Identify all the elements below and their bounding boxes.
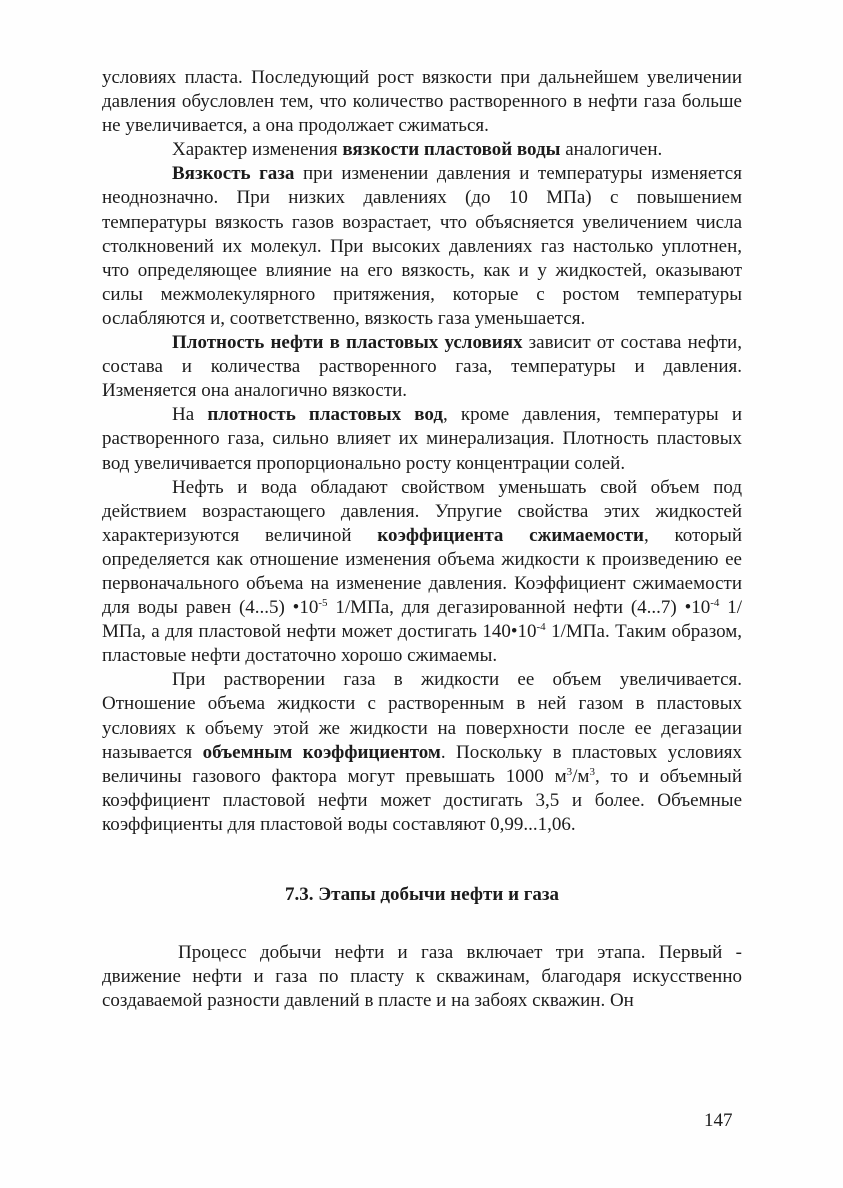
- paragraph-viscosity-continuation: [102, 66, 742, 138]
- paragraph-text: , который определяется как отношение изменения объема жидкости к произведению ее первоначального объема на изменение давления. Коэффициент сжимаемости для воды равен (4...5) •10: [102, 524, 742, 619]
- exponent: -4: [710, 597, 720, 610]
- paragraph-text: условиях пласта. Последующий рост вязкости при дальнейшем увеличении давления обусловлен тем, что количество растворенного в нефти газа больше не увеличивается, а она продолжает сжиматься.: [102, 67, 742, 137]
- paragraph-oil-density: [102, 331, 742, 403]
- paragraph-text: /м: [572, 765, 590, 787]
- bold-term: коэффициента сжимаемости: [377, 524, 644, 546]
- paragraph-production-stages: [102, 941, 742, 1013]
- paragraph-volume-factor: [102, 668, 742, 837]
- paragraph-text: , то и объемный коэффициент пластовой нефти может достигать 3,5 и более. Объемные коэффициенты для пластовой воды составляют 0,99...1,06.: [102, 765, 742, 835]
- paragraph-text: Характер изменения: [172, 139, 343, 161]
- section-heading: 7.3. Этапы добычи нефти и газа: [284, 884, 560, 905]
- page-number: 147: [704, 1110, 733, 1131]
- exponent: 3: [589, 765, 595, 778]
- page-body: [102, 66, 742, 1013]
- paragraph-text: 1/МПа. Таким образом, пластовые нефти достаточно хорошо сжимаемы.: [102, 621, 742, 667]
- paragraph-text: На: [172, 404, 208, 426]
- bold-term: объемным коэффициентом: [202, 741, 441, 763]
- paragraph-text: Процесс добычи нефти и газа включает три этапа. Первый - движение нефти и газа по пласту к скважинам, благодаря искусственно создаваемой разности давлений в пласте и на забоях скважин. Он: [102, 942, 742, 1012]
- paragraph-text: 1/МПа, для дегазированной нефти (4...7) •10: [327, 597, 711, 619]
- paragraph-text: аналогичен.: [560, 139, 663, 161]
- bold-term: плотность пластовых вод: [207, 404, 443, 426]
- paragraph-text: При растворении газа в жидкости ее объем увеличивается. Отношение объема жидкости с растворенным в ней газом в пластовых условиях к объему этой же жидкости на поверхности после ее дегазации называется: [102, 669, 742, 763]
- exponent: 3: [566, 765, 573, 778]
- paragraph-text: . Поскольку в пластовых условиях величины газового фактора могут превышать 1000 м: [102, 741, 742, 787]
- paragraph-text: при изменении давления и температуры изменяется неоднозначно. При низких давлениях (до 10 МПа) с повышением температуры вязкость газов возрастает, что объясняется увеличением числа столкновений их молекул. При высоких давлениях газ настолько уплотнен, что определяющее влияние на его вязкость, как и у жидкостей, оказывают силы межмолекулярного притяжения, которые с ростом температуры ослабляются и, соответственно, вязкость газа уменьшается.: [102, 163, 742, 329]
- exponent: -4: [536, 621, 546, 634]
- paragraph-text: , кроме давления, температуры и растворенного газа, сильно влияет их минерализация. Плотность пластовых вод увеличивается пропорционально росту концентрации солей.: [102, 404, 743, 474]
- bold-term: Вязкость газа: [172, 163, 295, 185]
- paragraph-gas-viscosity: [102, 162, 742, 331]
- paragraph-text: 1/МПа, а для пластовой нефти может достигать 140•10: [102, 597, 742, 643]
- paragraph-compressibility: [102, 476, 742, 669]
- paragraph-text: Нефть и вода обладают свойством уменьшать свой объем под действием возрастающего давления. Упругие свойства этих жидкостей характеризуются величиной: [102, 476, 742, 546]
- paragraph-water-viscosity: [102, 138, 742, 162]
- paragraph-water-density: [102, 403, 742, 475]
- exponent: -5: [318, 597, 328, 610]
- paragraph-text: зависит от состава нефти, состава и количества растворенного газа, температуры и давления. Изменяется она аналогично вязкости.: [102, 332, 742, 402]
- bold-term: Плотность нефти в пластовых условиях: [172, 332, 523, 354]
- bold-term: вязкости пластовой воды: [342, 139, 561, 161]
